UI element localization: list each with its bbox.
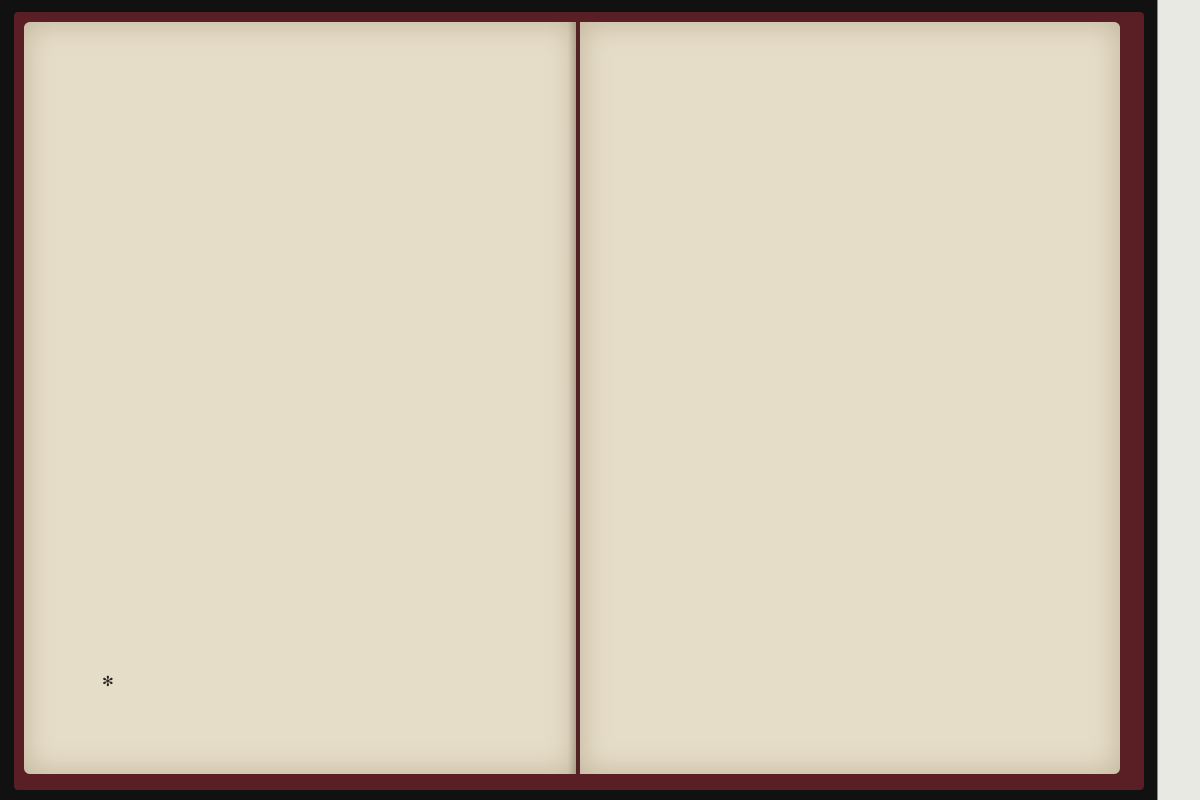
marginal-mark: ✻ [102,674,114,690]
left-page [24,22,576,774]
measurement-ruler [1157,0,1200,800]
right-page [580,22,1120,774]
